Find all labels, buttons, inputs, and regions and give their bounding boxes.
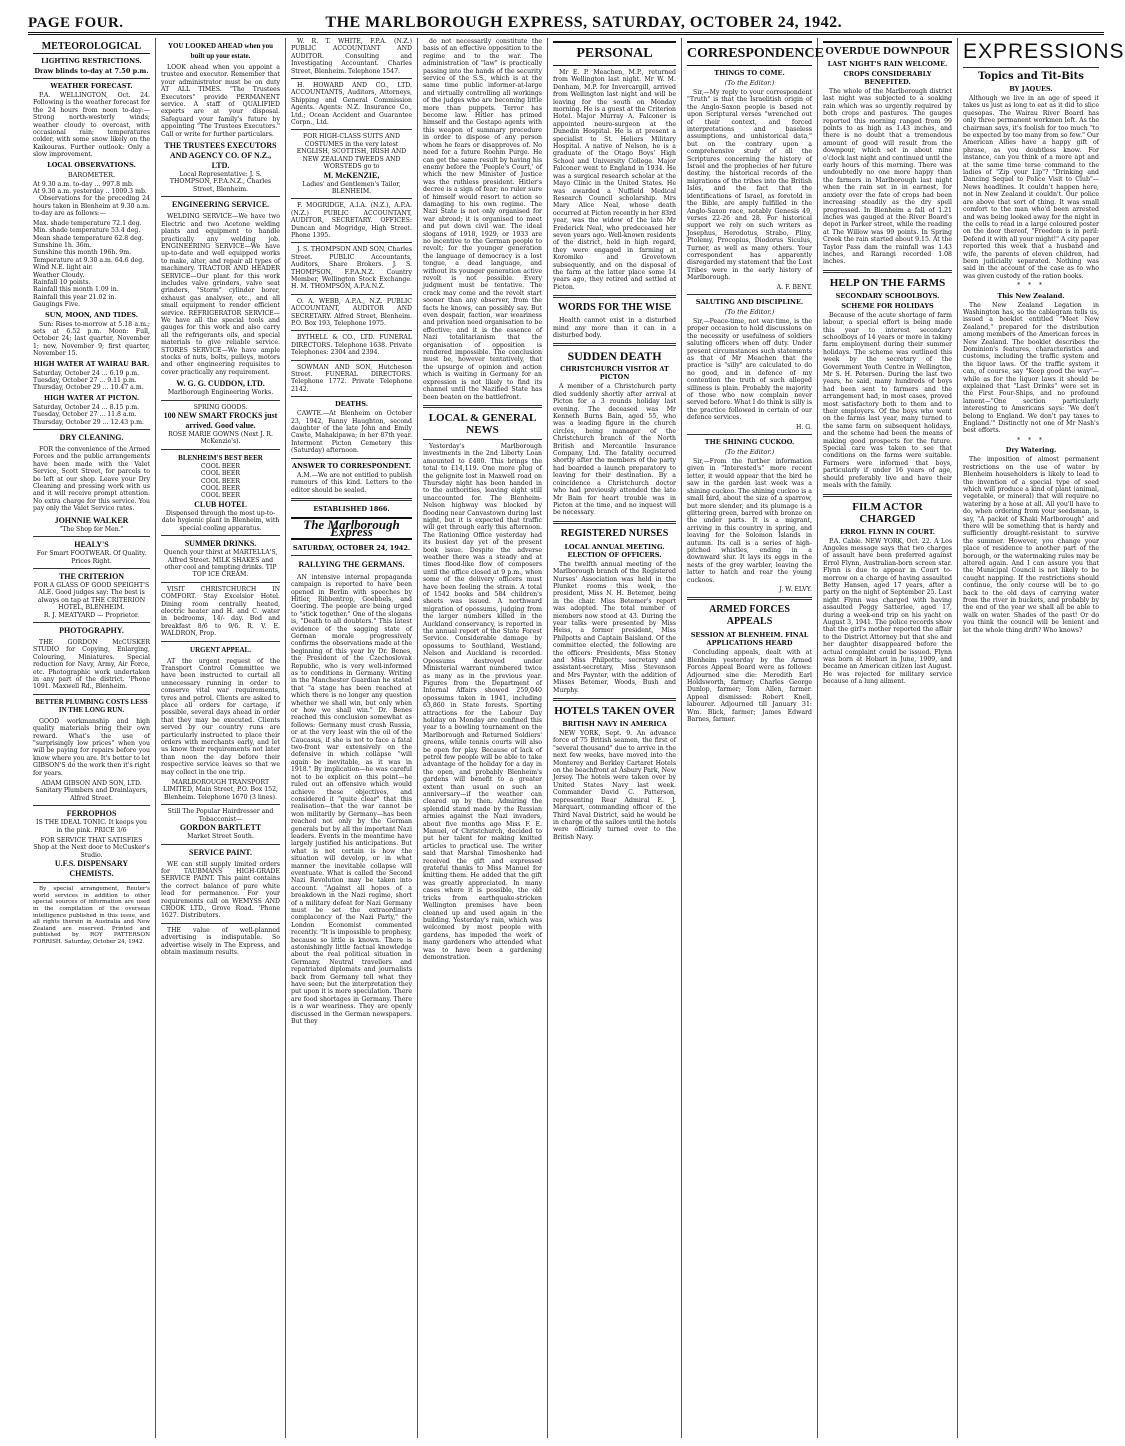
ad-cuddon-title: W. G. G. CUDDON, LTD. — [176, 379, 265, 389]
letter-signature: H. G. — [795, 423, 812, 431]
letter-signature: A. F. BENT. — [776, 283, 812, 291]
expressions-title: EXPRESSIONS — [963, 40, 1125, 63]
armed-forces-sub: SESSION AT BLENHEIM. FINAL APPLICATIONS HEARD — [690, 631, 809, 648]
tide-row: Tuesday, October 27 ... 9.11 p.m. — [33, 377, 137, 384]
obs-row: Temperature at 9.30 a.m. 64.6 deg. — [33, 256, 145, 264]
obs-row: Rainfall this month 1.09 in. — [33, 286, 119, 294]
tide-row: Tuesday, October 27 ... 11.8 a.m. — [33, 411, 137, 419]
page-label: PAGE FOUR. — [28, 15, 124, 31]
obs-row: Gaugings Five. — [33, 301, 81, 309]
ad-dry-cleaning-title: DRY CLEANING. — [59, 433, 124, 443]
ad-engineering-title: ENGINEERING SERVICE. — [171, 200, 270, 210]
ad-bartlett-title: GORDON BARTLETT — [179, 823, 262, 833]
nurses-sub: LOCAL ANNUAL MEETING. ELECTION OF OFFICERS. — [564, 542, 665, 559]
ad-beer-row: COOL BEER — [200, 477, 241, 485]
ad-urgent-text: AT the urgent request of the Transport Control Committee we have been instructed to curtail all unnecessary running in order to conserve vital war requirements, tyres and petrol. Clients are asked to place all orders for cartage, if possible, several days ahead in order that they may be executed. Clients served by our country runs are particularly instructed to place their orders with merchants early, and let us know their requirements not later than noon the day before their respective service leaves so that we may collect in the one trip. — [161, 657, 280, 776]
baro-row: At 9.30 a.m. to-day ... 997.8 mb. — [33, 180, 134, 188]
column-meteorological — [28, 38, 156, 1438]
tide-row: Thursday, October 29 ... 12.43 p.m. — [33, 418, 144, 426]
ad-transport-sig: MARLBOROUGH TRANSPORT LIMITED, Main Street, P.O. Box 152, Blenheim. Telephone 1670 (3 lines). — [162, 779, 279, 801]
column-personal — [548, 38, 682, 1438]
local-news-heading: LOCAL & GENERAL NEWS — [428, 411, 537, 436]
editorial-continued: do not necessarily constitute the basis of an effective opposition to the regime and to the war. The administration of "law" is practically passing into the hands of the security service of the S.S., which is at the same time public informer-at-large and virtually controlling all workings of the judges who are becoming little more than puppets. Terror has become law. Hitler has primed himself and the Gestapo agents with this weapon of summary procedure in order to dispose of any person whom he fears or disapproves of. No need for a future Roehm Purge. He can get the same result by having his enemy before the 'People's Court,' of which the new Minister of Justice was the ruthless president. Hitler's decree is a sign of fear; no ruler sure of himself would resort to action so damaging to his own regime. The Nazi State is not only organised for war abroad; it is organised to meet and put down civil war. The ideal slogans of 1918, 1929, or 1933 are no incentive to the German people to revolt; for the younger generation the language of democracy is a lost tongue, a dead language, and without its younger generation active revolt is not possible. Every judgment must be tentative. The crack may come and the revolt start sooner than any observer, from the facts he knows, can possibly say. But even despair, faction, war weariness and privation need organisation to be effective; and it is the essence of Nazi totalitarianism that the organisation of opposition is rendered impossible. The conclusion must be, however tentatively, that the upsurge of opinion and action which is waiting in Germany for an expression is not likely to find its channel until the Nazified State has been beaten on the battlefront. — [423, 38, 542, 401]
hotels-heading: HOTELS TAKEN OVER — [554, 705, 675, 718]
ad-engineering-text: WELDING SERVICE—We have two Electric and two Acetone welding plants and equipment to handle practically any welding job. ENGINEERING SERVICE—We have up-to-date and well equipped works to make, alter, and repair all types of machinery. TRACTOR AND HEADER SERVICE—Our plant for this work includes valve grinders, valve seat grinders, "Storm" cylinder borer, exhaust gas analyser, etc., and all small equipment to render efficient service. REFRIGERATOR SERVICE— We have all the special tools and gauges for this work and also carry all the refrigerants oils, and special materials to give reliable service. STORES SERVICE—We have ample stocks of nuts, bolts, pulleys, motors and other engineering requisites to cover practically any requirement. — [161, 213, 280, 376]
sudden-death-sub: CHRISTCHURCH VISITOR AT PICTON — [560, 365, 669, 382]
ad-plumbing-text: GOOD workmanship and high quality materials bring their own reward. What's the use of "surprisingly low prices" when you will be paying for repairs before you know where you are. It's better to let GIBSON'S do the work then it's right for years. — [33, 717, 150, 777]
observations-heading: LOCAL OBSERVATIONS. — [47, 160, 136, 169]
ad-sowman: SOWMAN AND SON, Hutcheson Street. FUNERAL DIRECTORS. Telephone 1772. Private Telephone 2142. — [291, 363, 412, 393]
downpour-sub: LAST NIGHT'S RAIN WELCOME. — [827, 60, 948, 68]
baro-row: At 9.30 a.m. yesterday .. 1009.3 mb. — [33, 188, 147, 196]
column-advertisements — [156, 38, 286, 1438]
tide-picton-heading: HIGH WATER AT PICTON. — [43, 393, 140, 402]
ad-bartlett-lead: Still The Popular Hairdresser and Tobacconist— — [167, 808, 274, 823]
obs-row: Rainfall 10 points. — [33, 278, 91, 286]
ad-ufs-text: FOR SERVICE THAT SATISFIES Shop at the Next door to McCusker's Studio. — [33, 837, 150, 859]
observations-text: Observations for the preceding 24 hours taken in Blenheim at 9.30 a.m. to-day are as follows:— — [33, 195, 150, 218]
ad-plumbing-sig: ADAM GIBSON AND SON, LTD. Sanitary Plumbers and Drainlayers, Alfred Street. — [35, 780, 148, 802]
ad-beer-row: COOL BEER — [200, 485, 241, 493]
ad-trustees-lead: YOU LOOKED AHEAD when you built up your estate. — [167, 42, 274, 60]
letter-signature: J. W. ELVY. — [779, 585, 812, 593]
ad-beer-row: COOL BEER — [200, 470, 241, 478]
ad-ufs-title: U.F.S. DISPENSARY CHEMISTS. — [54, 859, 129, 879]
ad-trustees-text: LOOK ahead when you appoint a trustee and executor. Remember that your administrator must be on duty AT ALL TIMES. "The Trustees Executors" provide PERMANENT service. A staff of QUALIFIED experts are at your disposal. Safeguard your family's future by appointing "The Trustees Executors." Call or write for further particulars. — [161, 64, 280, 138]
ad-paint-text: WE can still supply limited orders for TAUBMANS HIGH-GRADE SERVICE PAINT. This paint contains the correct balance of pure white lead for permanence. For your requirements call on WEMYSS AND CROOK LTD., Grove Road. 'Phone 1627. Distributors. — [161, 860, 280, 920]
personal-text: Mr E. P. Meachen, M.P., returned from Wellington last night. Mr W. M. Denham, M.P. for Invercargill, arrived from Wellington last night and will be leaving for the south on Monday morning. He is a guest at the Criterion Hotel. Major Murray A. Falconer is appointed neuro-surgeon at the Dunedin Hospital. He is at present a specialist to St. Heliers Military Hospital. A native of Nelson, he is a graduate of the Otago Boys' High School and University College. Major Falconer went to England in 1934. He was a surgical research scholar at the Mayo Clinic in the United States. He was awarded a Nuffield Medical Research Council scholarship. Mrs Mary Alice Neal, whose death occurred at Picton recently in her 83rd year, was the widow of the late Mr Frederick Neal, who predeceased her seven years ago. Well-known residents of the district, held in high regard, they were engaged in farming at Koromiko and Grovetown subsequently, and on the disposal of the farm at the latter place some 14 years ago, they retired and settled at Picton. — [553, 69, 677, 291]
nz-heading: This New Zealand. — [997, 291, 1065, 300]
ad-white: W. R. T. WHITE, F.P.A. (N.Z.) PUBLIC ACCOUNTANT AND AUDITOR. Consulting and Investigating Accountant. Charles Street, Blenheim. Telephone 1547. — [291, 38, 412, 75]
downpour-sub: CROPS CONSIDERABLY BENEFITED. — [843, 70, 932, 86]
ad-walker-sub: "The Shop for Men." — [59, 525, 124, 533]
armed-forces-heading: ARMED FORCES APPEALS — [709, 604, 790, 628]
ad-thompson: J. S. THOMPSON AND SON, Charles Street. PUBLIC Accountants, Auditors, Share Brokers. J. S. THOMPSON, F.P.A.N.Z. Country Member, Wellington Stock Exchange. H. M. THOMPSON, A.P.A.N.Z. — [291, 246, 412, 291]
film-sub: ERROL FLYNN IN COURT. — [839, 527, 936, 536]
words-text: Health cannot exist in a disturbed mind any more than it can in a disturbed body. — [553, 317, 676, 339]
obs-row: Sunshine 1h. 36m. — [33, 241, 92, 249]
downpour-heading: OVERDUE DOWNPOUR — [823, 41, 952, 57]
ad-ferrophos-text: IS THE IDEAL TONIC. It keeps you in the pink. PRICE 3/6 — [36, 819, 147, 834]
ad-ferrophos-title: FERROPHOS — [66, 809, 117, 819]
column-professional-editorial — [286, 38, 418, 1438]
sun-text: Sun: Rises to-morrow at 5.18 a.m.; sets at 6.52 p.m. Moon: Full, October 24; last quarter, November 1; new, November 9; first quarter, November 15. — [33, 320, 150, 358]
local-news-text: Yesterday's Marlborough investments in the 2nd Liberty Loan amounted to £480. This brings the total to £14,119. One more plug of the gelignite lost in Maxwell road on Thursday night has been handed in to the authorities, leaving eight still unaccounted for. The Blenheim-Nelson highway was blocked by flooding near Canvastown during last night, but it is expected that traffic will get through early this afternoon. The Rationing Office yesterday had its busiest day yet of the present book issue. Despite the adverse weather there was a steady and at times flood-like flow of composers until the office closed at 9 p.m., when some of the delivery officers must have been feeling the strain. A total of 1542 books and 584 children's sheets was issued. A northward migration of opossums, judging from the larger numbers killed in the Auckland conservancy, is reported in the annual report of the State Forest Service. Considerable damage by opossums to Southland, Westland, Nelson and Auckland is recorded. Opossums destroyed under Ministerial warrant numbered twice as many as in the previous year. Figures from the Department of Internal Affairs showed 259,040 opossums taken in 1941, including 63,860 in State forests. Sporting attractions for the Labour Day holiday on Monday are confined this year to a bowling tournament on the Marlborough and Returned Soldiers' greens, while tennis courts will also be open for play. Because of lack of petrol few people will be able to take advantage of the holiday for a day in the open, and probably Blenheim's gardens will benefit to a greater extent than usual on such an anniversary—if the weather can cleared up by then. Admiring the splendid stand made by the Russian armies against the Nazi invaders, about five months ago Miss F. E. Manuel, of Christchurch, decided to put her talent for making knitted articles to practical use. The writer said that Marshal Timoshenko had received the gift and expressed grateful thanks to Miss Manuel for knitting them. He added that the gift was greatly appreciated. In many cases where it is possible, the old tricks from earthquake-stricken Wellington premises have been cleaned up and used again in the building. Yesterday's rain, which was welcomed by most people with gardens, has impeded the work of many gardeners who attended what was to have been a gardening demonstration. — [423, 442, 542, 961]
ad-walker-title: JOHNNIE WALKER — [54, 515, 129, 525]
ad-club-hotel: CLUB HOTEL — [194, 499, 247, 509]
ad-trustees-rep: Local Representative: J. S. THOMPSON, F.P.A.N.Z., Charles Street, Blenheim. — [169, 171, 272, 193]
ad-beer-row: COOL BEER — [200, 462, 241, 470]
forecast-heading: WEATHER FORECAST. — [50, 82, 133, 90]
correspondence-heading: CORRESPONDENCE — [687, 41, 812, 66]
to-editor: (To the Editor.) — [724, 79, 775, 87]
ad-suits-text: FOR HIGH-CLASS SUITS AND COSTUMES in the very latest ENGLISH, SCOTTISH, IRISH AND NEW ZEALAND TWEEDS AND WORSTEDS go to — [296, 133, 407, 171]
farms-sub: SCHEME FOR HOLIDAYS — [841, 301, 934, 310]
farms-text: Because of the acute shortage of farm labour, a special effort is being made this year to interest secondary schoolboys of 14 years or more in taking farm employment during their summer holidays. The scheme was outlined this week by the secretary of the Government Youth Centre in Wellington, Mr S. H. Petersen. During the last two years, he said, many hundreds of boys had been sent to farmers and the arrangement had, in most cases, proved most satisfactory both to them and to their employers. Of the boys who went on the farms last year, many turned to the same farm on subsequent holidays, and the scheme had been the means of making good prospects for the future. Special care was taken to see that conditions on the farms were suitable. Farmers were informed that boys, particularly if under 16 years of age, should preferably live and have their meals with the family. — [823, 311, 952, 490]
armed-forces-text: Concluding appeals, dealt with at Blenheim yesterday by the Armed Forces Appeal Board were as follows: Adjourned sine die: Meredith Earl Holdsworth, farmer; Charles George Dunlop, farmer; Tom Allen, farmer. Appeal dismissed: Robert Knell, labourer. Adjourned till January 31: Wm. Blick, farmer; James Edward Barnes, farmer. — [687, 649, 812, 724]
column-editorial-local-news — [418, 38, 548, 1438]
forecast-text: P.A. WELLINGTON, Oct. 24. Following is the weather forecast for the 24 hours from noon to-day:— Strong north-westerly winds; weather cloudy to overcast, with occasional rain; temperatures colder, with some snow likely on the Kaikouras. Further outlook: Only a slow improvement. — [33, 92, 150, 159]
tide-row: Saturday, October 24 ... 8.15 p.m. — [33, 403, 140, 411]
obs-row: Rainfall this year 21.02 in. — [33, 293, 117, 301]
ad-mckenzie-sub: Ladies' and Gentlemen's Tailor, BLENHEIM. — [302, 180, 401, 195]
editorial-text: AN intensive internal propaganda campaign is reported to have been opened in Berlin with speeches by Hitler, Ribbentrop, Goebbels, and Goering. The people are being urged to "stick together." One of the slogans is, "Death to all doubters." This latest evidence of the sagging state of German morale progressively confirms the observations made at the beginning of this year by Dr. Benes, the President of the Czechoslovak Republic, who is very well-informed as to conditions in Germany. Writing in the Manchester Guardian he stated that "a stage has been reached at which there is no longer any question whether we shall win, but only when or how we shall win." Dr. Benes reached this conclusion somewhat as follows: Germany must crush Russia, or at the very least win the oil of the Caucasus, if she is not to face a fatal two-front war extensively on the defensive in which collapse "will again be inevitable, as it was in 1918." By implication—he was careful not to be explicit on this point—he ruled out an offensive which would achieve these objectives, and considered it "quite clear" that this realisation—that the war cannot be won militarily by Germany—has been reached not only by the German generals but by all the important Nazi leaders. Events in the meantime have largely justified his anticipations. But what is not certain is how the situation will develop, or in what manner the inevitable collapse will eventuate. What is called the Second Nazi Revolution may be taken into account. "Against all hopes of a breakdown in the Nazi regime, short of a military defeat for Nazi Germany must be set the extraordinary complacency of the Nazi Party," the London Economist commented recently. "It is impossible to prophesy, because so little is known. There is astonishingly little factual knowledge about the real political situation in Germany. Neutral travellers and repatriated diplomats and journalists back from Germany tell what they have seen; but the interpretation they put upon it is mere speculation. There are food shortages in Germany. There is a war weariness. They are openly discussed in the German newspapers. But they — [291, 573, 412, 1026]
expressions-text: Although we live in an age of speed it takes us just as long to eat as it did to slice quesopas. The Wairau River Board has only three permanent workmen left. As the chairman says, it's foolish for too much "to be expected by too many from so few." Our American Allies have a happy gift of phrase, as you doubtless know. For instance, can you think of a more apt and at the same time terse command to the ladies of "Zip your Lip"? "Drinking and Dancing Sequel to Police Visit to Club"—News headlines. It couldn't happen here, not in New Zealand it couldn't. Our police are above that sort of thing. It was small comfort to the man who'd been arrested and was being looked away for the night in the cells to read in a large coloured poster on the door thereof, "Freedom is in peril: Defend it with all your might!" A city paper reported this week that a husband and wife, the parents of eleven children, had been judicially separated. Nothing was said in the account of the case as to who was given custody of the ration books. — [963, 95, 1100, 280]
established: ESTABLISHED 1866. — [313, 504, 390, 513]
letter-heading: THE SHINING CUCKOO. — [704, 438, 795, 447]
column-expressions: EXPRESSIONS Topics and Tit-Bits BY JAQUES. Although we live in an age of speed it takes us just as long to eat as it did to slice quesopas. The Wairau River Board has only three permanent workmen left. As the chairman says, it's foolish for too much "to be expected by too many from so few." Our American Allies have a happy gift of phrase, as you doubtless know. For instance, can you think of a more apt and at the same time terse command to the ladies of "Zip your Lip"? "Drinking and Dancing Sequel to Police Visit to Club"—News headlines. It couldn't happen here, not in New Zealand it couldn't. Our police are above that sort of thing. It was small comfort to the man who'd been arrested and was being looked away for the night in the cells to read in a large coloured poster on the door thereof, "Freedom is in peril: Defend it with all your might!" A city paper reported this week that a husband and wife, the parents of eleven children, had been judicially separated. Nothing was said in the account of the case as to who was given custody of the ration books. * * * This New Zealand. The New Zealand Legation in Washington has, so the cablegram tells us, issued a booklet entitled "Meet New Zealand," prepared for the distribution among members of the American forces in New Zealand. The booklet describes the Dominion's features, characteristics and customs, including the traffic system and the liquor laws. Of the traffic system it can, of course, say "Keep good the way"—while as for the liquor laws it should be explained that "Last Drinks" were set in the First Four-Ships, and no profound lament—"One section particularly interesting to Americans says: 'We don't belong to England. We don't pay taxes to England.'" Distinctly not one of Mr Nash's best efforts. * * * Dry Watering. The imposition of almost permanent restrictions on the use of water by Blenheim householders is likely to lead to the invention of a special type of seed which will produce a kind of plant (animal, vegetable, or mineral) that will require no watering by a hose at all. All you'll have to do, when ordering from your seedsman, is say, "A packet of Khaki Marlborough" and there will be something that is hardy and sufficiently drought-resistant to survive the summer. However, you change your place of residence to another part of the borough, or the watermaking rules may be altered again. And I can assure you that the Municipal Council is not likely to be caught napping. If the restrictions should continue, the only course will be to go back to the old days of carrying water from the river in buckets, and probably by the end of the year we shall all be able to walk on water. Shades of the past! Or do you think the council will be lenient and let the whole thing drift? Who knows? — [963, 40, 1125, 634]
column-correspondence — [682, 38, 824, 1438]
masthead — [28, 4, 1104, 35]
ad-howard: H. HOWARD AND CO., LTD. ACCOUNTANTS, Auditors, Attorneys, Shipping and General Commission Agents. Agents: N.Z. Insurance Co., Ltd.; Ocean Accident and Guarantee Corpn., Ltd. — [291, 82, 412, 127]
hotels-text: NEW YORK, Sept. 9. An advance force of 75 British seamen, the first of "several thousand" due to arrive in the next few weeks, have moved into the Monterey and Berkley Cartaret Hotels on the beachfront at Asbury Park, New Jersey. The hotels were taken over by United States Navy last week. Commander David C. Patterson, representing Rear Admiral E. J. Marquart, commanding officer of the Third Naval District, said he would be in charge of the sailors until the hotels were officially turned over to the British Navy. — [553, 730, 676, 841]
ad-club-text: Dispensed through the most up-to-date hygienic plant in Blenheim, with special cooling apparatus. — [161, 509, 280, 532]
ad-summer-text: Quench your thirst at MARTELLA'S, Alfred Street. MILK SHAKES and other cool and tempting drinks. TIP TOP ICE CREAM. — [163, 549, 278, 579]
to-editor: (To the Editor.) — [724, 307, 775, 316]
obs-row: Mean shade temperature 62.8 deg. — [33, 234, 144, 242]
hotels-sub: BRITISH NAVY IN AMERICA — [562, 720, 667, 729]
obs-row: Weather Cloudy. — [33, 271, 85, 279]
dry-watering-heading: Dry Watering. — [1005, 446, 1057, 455]
ad-criterion-text: FOR A GLASS OF GOOD SPEIGHT'S ALE. Good judges say: The best is always on tap at THE CRITERION HOTEL, BLENHEIM. — [33, 581, 150, 612]
imprint: By special arrangement, Reuter's world services in addition to other special sources of information are used in the compilation of the overseas intelligence published in this issue, and all rights therein in Australia and New Zealand are reserved. Printed and published by ROY PATTERSON FORRISH. Saturday, October 24, 1942. — [33, 886, 150, 946]
ad-beer-title: BLENHEIM'S BEST BEER — [178, 453, 263, 462]
nz-text: The New Zealand Legation in Washington has, so the cablegram tells us, issued a booklet entitled "Meet New Zealand," prepared for the distribution among members of the American forces in New Zealand. The booklet describes the Dominion's features, characteristics and customs, including the traffic system and the liquor laws. Of the traffic system it can, of course, say "Keep good the way"—while as for the liquor laws it should be explained that "Last Drinks" were set in the First Four-Ships, and no profound lament—"One section particularly interesting to Americans says: 'We don't belong to England. We don't pay taxes to England.'" Distinctly not one of Mr Nash's best efforts. — [963, 301, 1099, 435]
dateline: SATURDAY, OCTOBER 24, 1942. — [292, 543, 411, 552]
editorial-heading: RALLYING THE GERMANS. — [298, 559, 405, 569]
lighting-heading: LIGHTING RESTRICTIONS. — [41, 57, 142, 65]
deaths-text: CAWTE.—At Blenheim on October 23, 1942, Fanny Haughton, second daughter of the late John and Emily Cawte, Mahakipawa; in her 87th year. Interment Picton Cemetery this (Saturday) afternoon. — [291, 410, 412, 455]
ad-bythell: BYTHELL & CO., LTD. FUNERAL DIRECTORS. Telephone 1638. Private Telephones: 2304 and 2394. — [291, 334, 412, 357]
letter-text: Sir,—Peace-time, not war-time, is the proper occasion to hold discussions on the necessity or usefulness of soldiers saluting officers when off duty. Under present circumstances such statements as that of Mr Meachen that the practice is "silly" are calculated to do no good, and in defence of my contention the truth of such alleged silliness is plain. Probably the majority of those who now complain never served before. What I do think is silly is the practice followed in certain of our defence services. — [687, 317, 812, 422]
tide-wairau-heading: HIGH WATER AT WAIRAU BAR. — [33, 359, 150, 368]
expressions-byline: BY JAQUES. — [1009, 85, 1053, 93]
nurses-text: The twelfth annual meeting of the Marlborough branch of the Registered Nurses' Association was held in the Plunket rooms this week, the president, Miss N. H. Betemer, being in the chair. Miss Betemer's report was adopted. The total number of members now stood at 43. During the year talks were presented by Miss Heiss, a former president, Miss Philpotts and Captain Baisland. Of the committee elected, the following are the officers: Presidents, Miss Stoney and Miss Philpotts; secretary and assistant-secretary, Miss Stevenson and Mrs Paynter, with the addition of Misses Betemer, Woods, Bush and Murphy. — [553, 560, 676, 694]
answer-text: A.M.—We are not entitled to publish rumours of this kind. Letters to the editor should be sealed. — [291, 471, 412, 494]
personal-heading: PERSONAL — [553, 41, 676, 66]
column-news — [818, 38, 958, 1438]
ad-spring-title: SPRING GOODS. — [193, 403, 248, 411]
sudden-death-text: A member of a Christchurch party died suddenly shortly after arrival at Picton for a 3 rounds holiday last evening. The deceased was Mr Kenneth Burns Bain, aged 55, who was a leading figure in the church circles, being manager of the Christchurch branch of the North British and Mercantile Insurance Company, Ltd. The fatality occurred shortly after the members of the party had boarded a launch preparatory to leaving for their destination. By a coincidence a Christchurch doctor who had previously attended the late Mr Bain for heart trouble was in Picton at the time, and no inquest will be necessary. — [553, 383, 676, 517]
answer-heading: ANSWER TO CORRESPONDENT. — [292, 461, 411, 470]
expressions-sub: Topics and Tit-Bits — [978, 71, 1084, 82]
to-editor: (To the Editor.) — [724, 448, 775, 457]
ad-mogridge: F. MOGRIDGE, A.I.A. (N.Z.), A.P.A. (N.Z.) PUBLIC ACCOUNTANT, AUDITOR, SECRETARY. OFFICES: Duncan and Mogridge, High Street. Phone 1395. — [291, 202, 412, 239]
ad-bartlett-sub: Market Street South. — [187, 833, 254, 841]
section-heading: METEOROLOGICAL — [33, 41, 150, 54]
deaths-heading: DEATHS. — [335, 400, 368, 409]
ad-photography-text: THE GORDON McCUSKER STUDIO for Copying, Enlarging, Colouring, Miniatures. Special reduction for Navy, Army, Air Force, etc. Photographic work undertaken in any part of the district. 'Phone 1091. Maxwell Rd., Blenheim. — [33, 638, 150, 691]
barometer-heading: BAROMETER. — [67, 170, 116, 179]
obs-row: Min. shade temperature 53.4 deg. — [33, 227, 141, 235]
sudden-death-heading: SUDDEN DEATH — [567, 349, 662, 364]
ad-urgent-title: URGENT APPEAL. — [190, 645, 251, 654]
dry-watering-text: The imposition of almost permanent restrictions on the use of water by Blenheim householders is likely to lead to the invention of a special type of seed which will produce a kind of plant (animal, vegetable, or mineral) that will require no watering by a hose at all. All you'll have to do, when ordering from your seedsman, is say, "A packet of Khaki Marlborough" and there will be something that is hardy and sufficiently drought-resistant to survive the summer. However, you change your place of residence to another part of the borough, or the watermaking rules may be altered again. And I can assure you that the Municipal Council is not likely to be caught napping. If the restrictions should continue, the only course will be to go back to the old days of carrying water from the river in buckets, and probably by the end of the year we shall all be able to walk on water. Shades of the past! Or do you think the council will be lenient and let the whole thing drift? Who knows? — [963, 456, 1099, 634]
sun-heading: SUN, MOON, AND TIDES. — [44, 310, 139, 319]
tide-row: Thursday, October 29 ... 10.47 a.m. — [33, 384, 144, 392]
letter-text: Sir,—My reply to your correspondent "Truth" is that the Israelitish origin of the Anglo-Saxon people is based not upon Scriptural verses "wrenched out of their context, and forced interpretations and baseless assumptions, and unhistorical data," but on the contrary upon a comprehensive study of all the Scriptures concerning the history of Israel and the prophecies of her future destiny, the historical records of the migrations of the tribes into the British Isles, and the fact that the identifications of Israel, as foretold in the Bible, are amply fulfilled in the Anglo-Saxon race, notably Genesis 49, verses 22-26 and 28. For historical support we rely on such writers as Josephus, Herodotus, Strabo, Pliny, Ptolemy, Procopius, Diodorus Siculus, Turner, as well as many others. Your correspondent has apparently disregarded my statement that the Lost Tribes were in the early history of Marlborough. — [687, 89, 812, 282]
ad-mckenzie-title: M. McKENZIE, — [323, 170, 380, 180]
film-heading: FILM ACTOR CHARGED — [852, 500, 923, 525]
obs-row: Wind N.E. light air. — [33, 264, 93, 272]
letter-text: Sir,—From the further information given in "Interested's" more recent letter, it would appear that the bird he saw in the garden last week was a shining cuckoo. The shining cuckoo is a small bird, about the size of a sparrow, but more slender, and its plumage is a glittering green, barred with bronze on the under parts. It is a migrant, arriving in this country in spring, and leaving for the Solomon Islands in autumn. Its call is a series of high-pitched whistles, ending in a downward slur. It lays its eggs in the nests of the grey warbler, leaving the latter to hatch and rear the young cuckoos. — [687, 458, 812, 584]
ad-webb: O. A. WEBB, A.P.A., N.Z. PUBLIC ACCOUNTANT, AUDITOR AND SECRETARY. Alfred Street, Blenheim. P.O. Box 193, Telephone 1975. — [291, 297, 412, 327]
ad-criterion-proprietor: R. J. MEATYARD — Proprietor. — [43, 611, 140, 619]
nurses-heading: REGISTERED NURSES — [560, 527, 669, 539]
ad-dry-cleaning-text: FOR the convenience of the Armed Forces and the public arrangements have been made with the Valet Service, Scott Street, for parcels to be left at our shop. Leave your Dry Cleaning and pressing work with us and it will receive prompt attention. No extra charge for this service. You pay only the Valet Service rates. — [33, 446, 150, 513]
newspaper-logo: The Marlborough Express — [291, 517, 412, 540]
words-heading: WORDS FOR THE WISE — [557, 302, 672, 314]
obs-row: Max. shade temperature 72.1 deg. — [33, 219, 142, 227]
ad-excelsior-text: VISIT CHRISTCHURCH IN COMFORT. Stay Excelsior Hotel. Dining room centrally heated, electric heater and H. and C. water in bedrooms, 14/- day. Bed and breakfast 8/6 to 9/6. R. V. E. WALDRON, Prop. — [161, 585, 280, 638]
ad-paint-title: SERVICE PAINT. — [189, 847, 252, 857]
ad-healy-text: For Smart FOOTWEAR. Of Quality. Prices Right. — [36, 550, 147, 565]
ad-beer-row: COOL BEER — [200, 492, 241, 500]
tide-row: Saturday, October 24 ... 6.19 p.m. — [33, 369, 140, 377]
ad-plumbing-title: BETTER PLUMBING COSTS LESS IN THE LONG RUN. — [35, 697, 148, 715]
ad-healy-title: HEALY'S — [74, 540, 109, 550]
ad-advertise-text: THE value of well-planned advertising is indisputable. So advertise wisely in The Express, and obtain maximum results. — [161, 926, 280, 956]
ad-trustees-title: THE TRUSTEES EXECUTORS AND AGENCY CO. OF N.Z., LTD. — [164, 141, 277, 171]
blinds-notice: Draw blinds to-day at 7.50 p.m. — [34, 67, 149, 75]
farms-heading: HELP ON THE FARMS — [829, 276, 946, 289]
ad-frocks-shop: ROSE MARIE GOWNS (Next J. R. McKenzie's). — [168, 431, 273, 446]
obs-row: Sunshine this month 196h. 9m. — [33, 249, 132, 257]
downpour-text: The whole of the Marlborough district last night was subjected to a soaking rain which was so urgently required by both crops and pastures. The gauges reported this morning ranged from 99 points to as high as 1.43 inches, and there is no doubt that a tremendous amount of good will result from the downpour, which set in about nine o'clock last night and continued until the early hours of this morning. There was undoubtedly no one more happy than the farmers in Marlborough last night when the rain set in in earnest, for anxiety over the fate of crops had been increasing steadily as the dry spell progressed. In Blenheim a fall of 1.21 inches was gauged at the River Board's depot in Parker street, while the reading at The Willow was 99 points. In Spring Creek the rain started about 9.15. At the Taylor Pass dam the rainfall was 1.43 inches, and Rarangi recorded 1.08 inches. — [823, 88, 952, 266]
ad-cuddon-sub: Marlborough Engineering Works. — [167, 389, 274, 397]
letter-heading: THINGS TO COME. — [714, 69, 785, 77]
ad-criterion-title: THE CRITERION — [58, 571, 125, 581]
masthead-title: THE MARLBOROUGH EXPRESS, SATURDAY, OCTOBER 24, 1942. — [325, 14, 843, 31]
letter-heading: SALUTING AND DISCIPLINE. — [695, 297, 804, 306]
ad-photography-title: PHOTOGRAPHY. — [59, 625, 124, 635]
film-text: P.A. Cable. NEW YORK, Oct. 22. A Los Angeles message says that two charges of assault have been preferred against Errol Flynn, Australian-born screen star. Flynn is due to appear in Court to-morrow on a charge of having assaulted Betty Hansen, aged 17 years, after a party on the night of September 25. Last night Flynn was charged with having assaulted Peggy Satterlee, aged 17, during a week-end trip on his yacht on August 3, 1941. The police records show that the girl's mother reported the affair to the District Attorney but that she and her daughter disappeared before the actual complaint could be issued. Flynn was born at Hobart in June, 1909, and became an American citizen last August. He was rejected for military service because of a lung ailment. — [823, 537, 952, 686]
ad-frocks-title: 100 NEW SMART FROCKS just arrived. Good value. — [163, 411, 278, 431]
ad-summer-title: SUMMER DRINKS. — [184, 539, 257, 549]
farms-sub: SECONDARY SCHOOLBOYS. — [835, 291, 940, 300]
